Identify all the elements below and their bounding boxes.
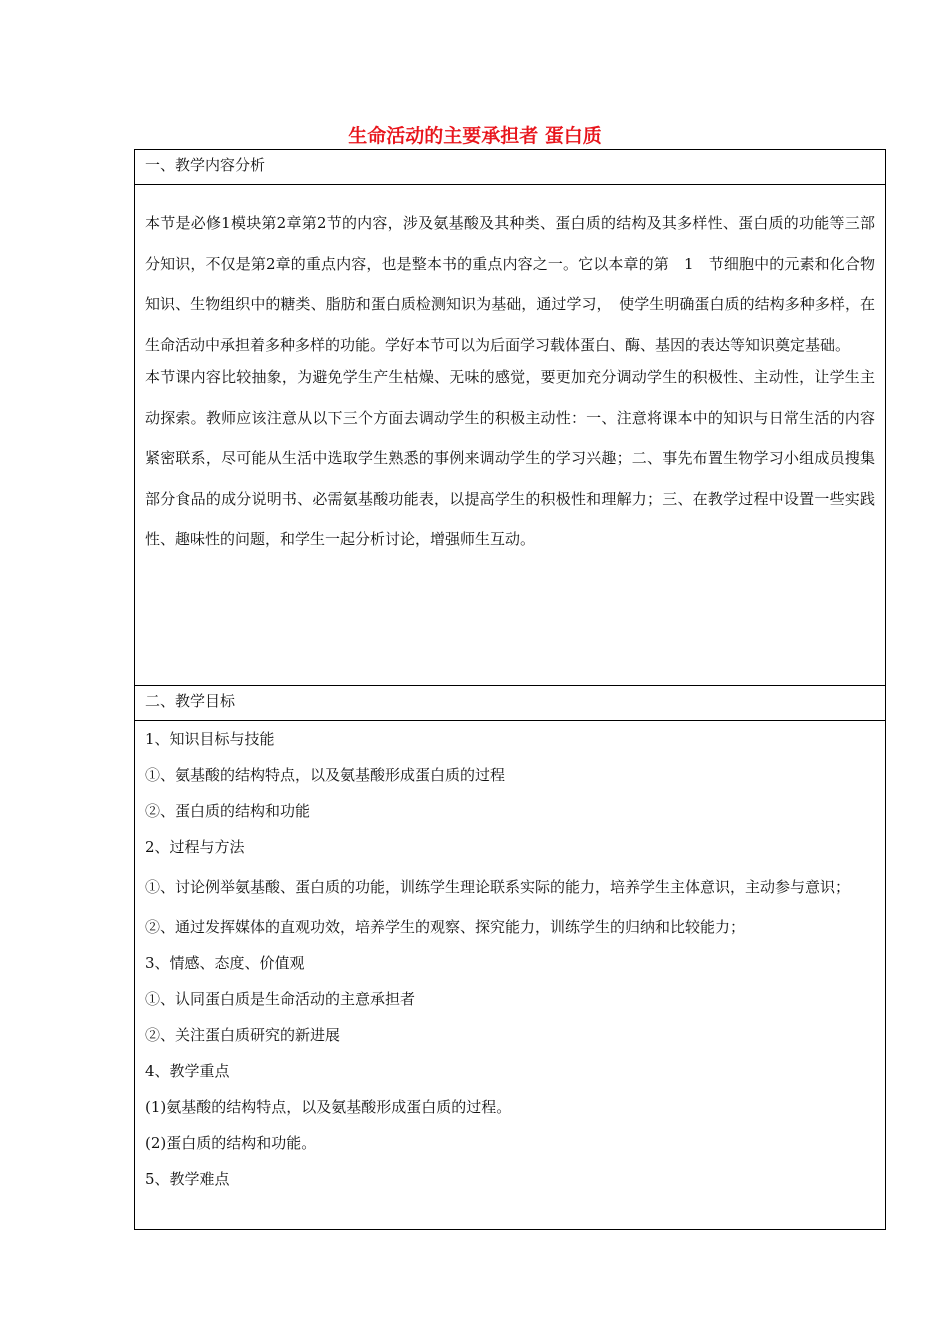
goal-item: ②、蛋白质的结构和功能 [145,802,311,820]
content-analysis-cell [135,185,886,686]
goal-item: ①、氨基酸的结构特点，以及氨基酸形成蛋白质的过程 [145,766,506,784]
goal-item: ①、讨论例举氨基酸、蛋白质的功能，训练学生理论联系实际的能力，培养学生主体意识，主动参与意识； [145,878,851,896]
page-title: 生命活动的主要承担者 蛋白质 [348,125,602,147]
section1-header-row [135,150,886,185]
section1-heading: 一、教学内容分析 [135,150,886,185]
goal-item: ②、通过发挥媒体的直观功效，培养学生的观察、探究能力，训练学生的归纳和比较能力； [145,918,746,936]
section2-body-row [135,721,886,1230]
section2-header-row [135,686,886,721]
goal-item: ②、关注蛋白质研究的新进展 [145,1026,341,1044]
analysis-paragraph: 本节是必修1模块第2章第2节的内容，涉及氨基酸及其种类、蛋白质的结构及其多样性、蛋白质的功能等三部分知识，不仅是第2章的重点内容，也是整本书的重点内容之一。它以本章的第 1 节细胞中的元素和化合物知识、生物组织中的糖类、脂肪和蛋白质检测知识为基础，通过学习， 使学生明确蛋白质的结构多种多样，在生命活动中承担着多种多样的功能。学好本节可以为后面学习载体蛋白、酶、基因的表达等知识奠定基础。 [145,214,875,354]
lesson-plan-table [134,149,886,1230]
goal-item: (1)氨基酸的结构特点，以及氨基酸形成蛋白质的过程。 [145,1098,512,1116]
goal-item: ①、认同蛋白质是生命活动的主意承担者 [145,990,416,1008]
goal-item: 3、情感、态度、价值观 [145,954,305,972]
goal-item: 2、过程与方法 [145,838,245,856]
goal-item: 1、知识目标与技能 [145,730,275,748]
section2-heading: 二、教学目标 [135,686,886,721]
section1-body-row [135,185,886,686]
goal-item: 4、教学重点 [145,1062,230,1080]
analysis-paragraph: 本节课内容比较抽象，为避免学生产生枯燥、无味的感觉，要更加充分调动学生的积极性、主动性，让学生主动探索。教师应该注意从以下三个方面去调动学生的积极主动性：一、注意将课本中的知识与日常生活的内容紧密联系，尽可能从生活中选取学生熟悉的事例来调动学生的学习兴趣；二、事先布置生物学习小组成员搜集部分食品的成分说明书、必需氨基酸功能表，以提高学生的积极性和理解力；三、在教学过程中设置一些实践性、趣味性的问题，和学生一起分析讨论，增强师生互动。 [145,368,875,548]
teaching-goals-cell [135,721,886,1230]
goal-item: 5、教学难点 [145,1170,230,1188]
goal-item: (2)蛋白质的结构和功能。 [145,1134,317,1152]
